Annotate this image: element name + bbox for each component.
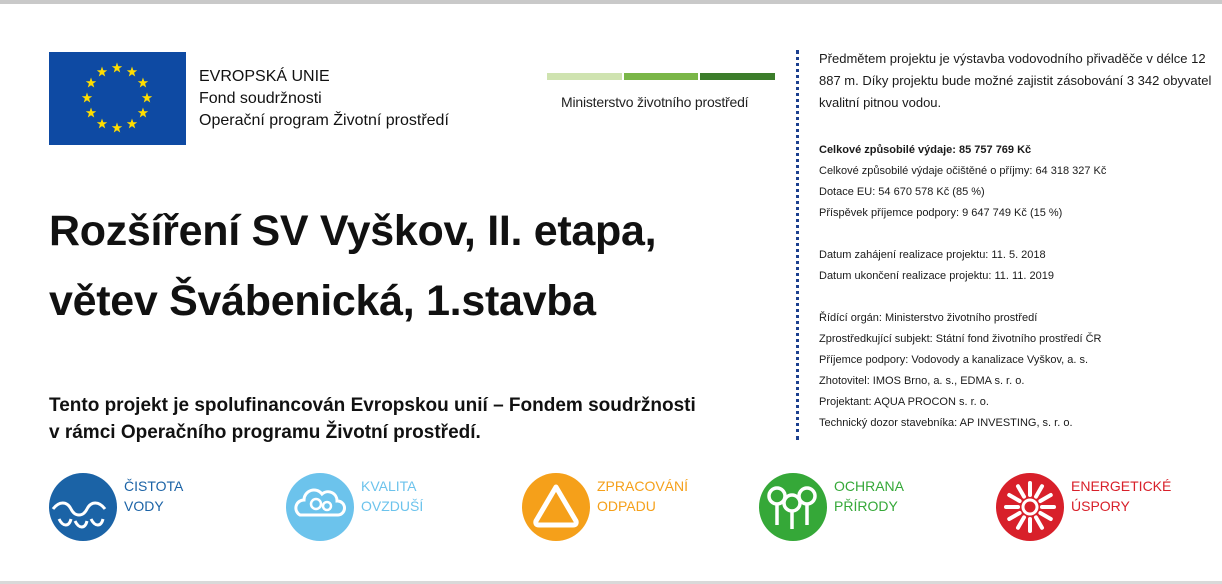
- project-description: Předmětem projektu je výstavba vodovodního přivaděče v délce 12 887 m. Díky projektu bude možné zajistit zásobování 3 342 obyvatel kvalitní pitnou vodou.: [819, 51, 1212, 110]
- ministry-logo: [547, 73, 775, 110]
- party-intermediate-body: Zprostředkující subjekt: Státní fond životního prostředí ČR: [819, 333, 1102, 345]
- theme-nature-line1: OCHRANA: [834, 478, 905, 494]
- party-designer: Projektant: AQUA PROCON s. r. o.: [819, 396, 989, 408]
- eu-star: [86, 108, 96, 118]
- parties-group: [819, 308, 1214, 434]
- theme-air-line2: OVZDUŠÍ: [361, 498, 424, 514]
- theme-energy-line2: ÚSPORY: [1071, 498, 1130, 514]
- ministry-bar-light: [547, 73, 622, 80]
- cost-recipient-share: Příspěvek příjemce podpory: 9 647 749 Kč (15 %): [819, 207, 1063, 219]
- theme-water-label: [124, 476, 183, 516]
- eu-star: [112, 123, 122, 133]
- eu-stars-icon: [49, 52, 186, 145]
- cofinancing-statement: [49, 392, 696, 446]
- eu-star: [127, 118, 137, 128]
- theme-air-label: [361, 476, 423, 516]
- top-border: [0, 0, 1222, 4]
- theme-waste-line2: ODPADU: [597, 498, 656, 514]
- ministry-name: Ministerstvo životního prostředí: [561, 94, 749, 110]
- cofinancing-line1: Tento projekt je spolufinancován Evropskou unií – Fondem soudržnosti: [49, 395, 696, 416]
- eu-star: [138, 78, 148, 88]
- theme-energy-line1: ENERGETICKÉ: [1071, 478, 1172, 494]
- project-title-line2: větev Švábenická, 1.stavba: [49, 277, 596, 325]
- fund-name: Fond soudržnosti: [199, 90, 322, 107]
- eu-star: [112, 63, 122, 73]
- eu-flag: [49, 52, 186, 145]
- recycle-triangle-icon: [522, 473, 590, 541]
- cofinancing-line2: v rámci Operačního programu Životní prostředí.: [49, 422, 481, 443]
- project-facts: [819, 140, 1214, 434]
- eu-star: [138, 108, 148, 118]
- theme-waste-line1: ZPRACOVÁNÍ: [597, 478, 689, 494]
- trees-icon: [759, 473, 827, 541]
- eu-star: [127, 67, 137, 77]
- theme-nature-line2: PŘÍRODY: [834, 498, 898, 514]
- theme-waste-label: [597, 476, 688, 516]
- theme-air-line1: KVALITA: [361, 478, 417, 494]
- sun-icon: [996, 473, 1064, 541]
- eu-star: [142, 93, 152, 103]
- party-contractor: Zhotovitel: IMOS Brno, a. s., EDMA s. r. o.: [819, 375, 1025, 387]
- date-group: [819, 245, 1214, 287]
- cost-net: Celkové způsobilé výdaje očištěné o příjmy: 64 318 327 Kč: [819, 165, 1107, 177]
- theme-water-line1: ČISTOTA: [124, 478, 184, 494]
- date-end: Datum ukončení realizace projektu: 11. 11. 2019: [819, 270, 1055, 282]
- cloud-icon: [286, 473, 354, 541]
- theme-energy-label: [1071, 476, 1171, 516]
- cost-group: [819, 140, 1214, 224]
- project-title-line1: Rozšíření SV Vyškov, II. etapa,: [49, 207, 657, 255]
- party-supervisor: Technický dozor stavebníka: AP INVESTING, s. r. o.: [819, 417, 1073, 429]
- ministry-bar-mid: [624, 73, 699, 80]
- eu-star: [97, 67, 107, 77]
- eu-name: EVROPSKÁ UNIE: [199, 68, 330, 85]
- theme-nature-label: [834, 476, 904, 516]
- date-start: Datum zahájení realizace projektu: 11. 5. 2018: [819, 249, 1046, 261]
- eu-star: [82, 93, 92, 103]
- theme-water-line2: VODY: [124, 498, 164, 514]
- project-title: [49, 196, 656, 336]
- cost-eu-grant: Dotace EU: 54 670 578 Kč (85 %): [819, 186, 985, 198]
- party-managing-authority: Řídící orgán: Ministerstvo životního prostředí: [819, 312, 1038, 324]
- cost-total: Celkové způsobilé výdaje: 85 757 769 Kč: [819, 144, 1032, 156]
- project-info-panel: [819, 48, 1214, 455]
- eu-text-block: [199, 66, 449, 132]
- ministry-color-bars: [547, 73, 775, 80]
- party-recipient: Příjemce podpory: Vodovody a kanalizace Vyškov, a. s.: [819, 354, 1089, 366]
- eu-star: [86, 78, 96, 88]
- programme-name: Operační program Životní prostředí: [199, 112, 449, 129]
- ministry-bar-dark: [700, 73, 775, 80]
- water-icon: [49, 473, 117, 541]
- eu-star: [97, 118, 107, 128]
- dotted-divider: [796, 50, 799, 440]
